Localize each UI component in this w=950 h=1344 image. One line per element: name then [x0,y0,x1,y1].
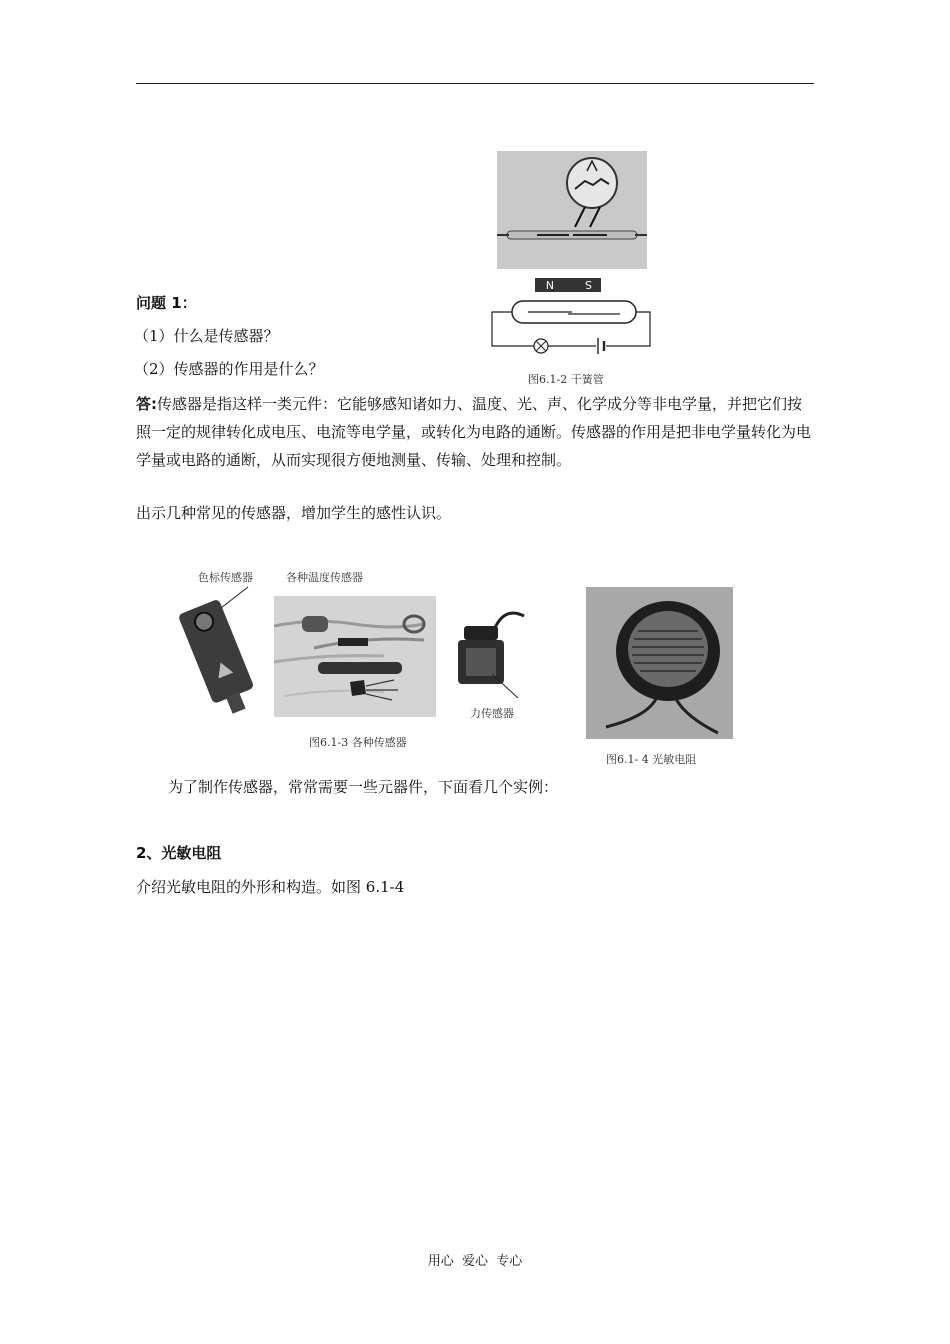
answer-text: 传感器是指这样一类元件：它能够感知诸如力、温度、光、声、化学成分等非电学量，并把它们按照一定的规律转化成电压、电流等电学量，或转化为电路的通断。传感器的作用是把非电学量转化为电学量或电路的通断，从而实现很方便地测量、传输、处理和控制。 [136,395,812,469]
svg-text:S: S [585,278,592,291]
question-item-2: （2）传感器的作用是什么？ [134,360,324,378]
answer-label: 答: [136,395,157,413]
section-2-heading: 2、光敏电阻 [136,844,222,862]
question-title: 问题 1： [136,294,197,312]
photoresistor-photo [586,587,733,739]
figure-6-1-3-caption: 图6.1-3 各种传感器 [309,736,407,749]
svg-text:N: N [545,278,554,291]
page-footer: 用心 爱心 专心 [427,1254,523,1269]
show-sensors-line: 出示几种常见的传感器，增加学生的感性认识。 [136,504,452,522]
intro-line: 为了制作传感器，常常需要一些元器件，下面看几个实例： [168,778,559,796]
color-sensor-photo [172,585,262,717]
section-2-text: 介绍光敏电阻的外形和构造。如图 6.1-4 [136,878,405,896]
temp-sensors-label: 各种温度传感器 [286,571,363,584]
header-rule [136,83,814,84]
force-sensor-photo [454,606,528,698]
answer-paragraph [136,390,816,474]
force-sensor-label: 力传感器 [470,707,514,720]
reed-switch-photo [497,151,647,269]
reed-switch-circuit [488,275,654,365]
temperature-sensors-photo [274,596,436,717]
color-sensor-label: 色标传感器 [198,571,253,584]
question-item-1: （1）什么是传感器？ [134,327,279,345]
figure-6-1-2-caption: 图6.1-2 干簧管 [528,373,604,386]
figure-6-1-4-caption: 图6.1- 4 光敏电阻 [606,753,697,766]
